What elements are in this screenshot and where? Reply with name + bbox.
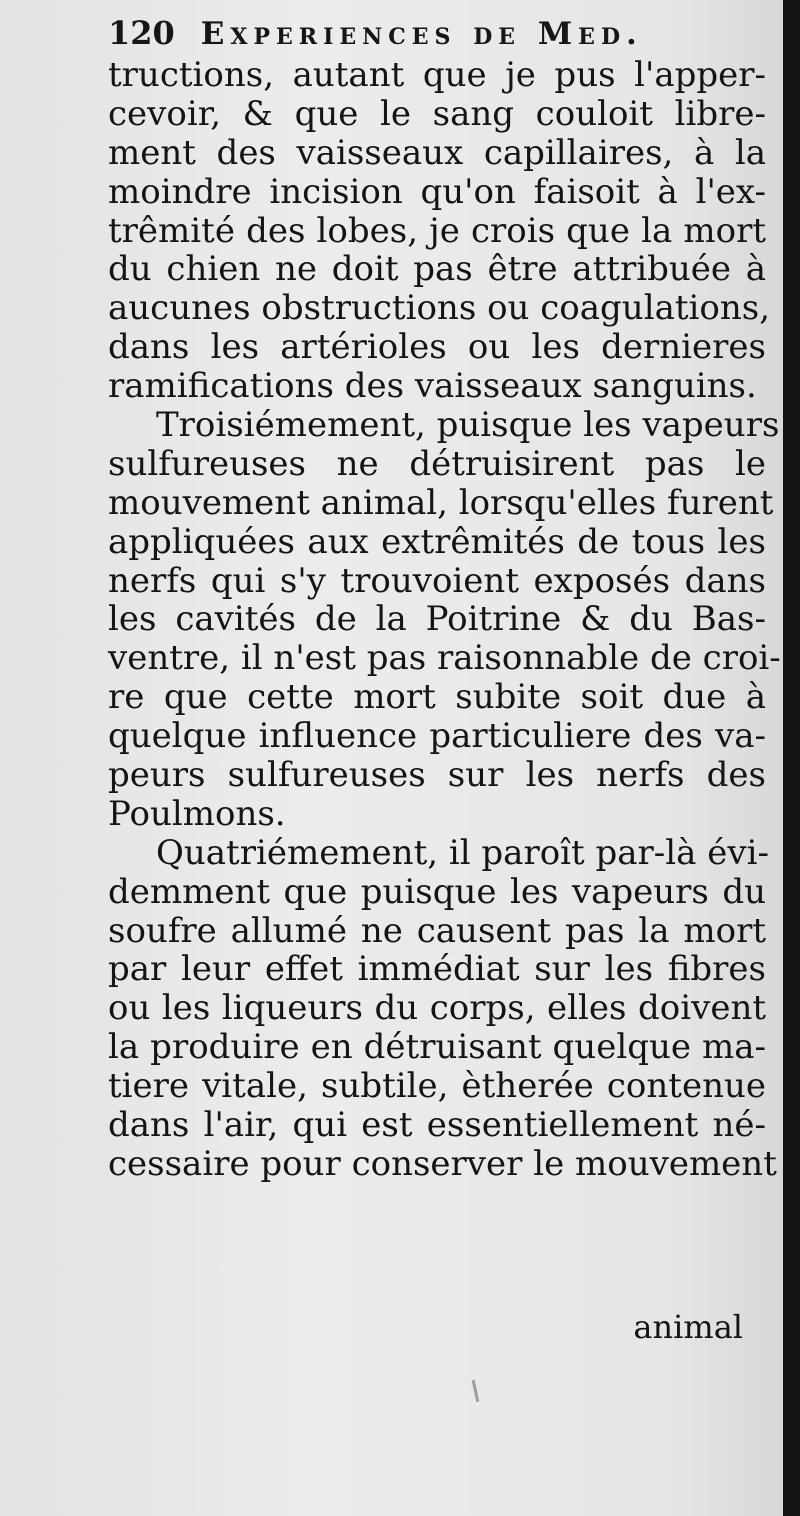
page-number: 120	[108, 14, 175, 52]
text-line: tructions, autant que je pus l'apper-	[108, 55, 766, 95]
text-line: par leur effet immédiat sur les fibres	[108, 949, 766, 990]
text-line: Troisiémement, puisque les vapeurs	[156, 405, 780, 446]
text-line: aucunes obstructions ou coagulations,	[108, 288, 771, 329]
text-line: trêmité des lobes, je crois que la mort	[108, 210, 766, 251]
running-title: Experiences de Med.	[200, 16, 643, 52]
text-line: appliquées aux extrêmités de tous les	[108, 521, 766, 562]
catchword: animal	[633, 1308, 743, 1346]
paper-mark	[472, 1380, 480, 1402]
text-line: mouvement animal, lorsqu'elles furent	[108, 482, 774, 523]
text-line: moindre incision qu'on faisoit à l'ex-	[108, 171, 766, 212]
text-line: re que cette mort subite soit due à	[108, 677, 766, 718]
text-line: soufre allumé ne causent pas la mort	[108, 910, 766, 951]
scan-edge	[783, 0, 800, 1516]
text-line: ramifications des vaisseaux sanguins.	[108, 366, 757, 407]
text-line: demment que puisque les vapeurs du	[108, 871, 766, 912]
text-line: sulfureuses ne détruisirent pas le	[108, 443, 766, 484]
text-line: Poulmons.	[108, 793, 286, 834]
text-line: du chien ne doit pas être attribuée à	[108, 249, 766, 290]
text-line: tiere vitale, subtile, ètherée contenue	[108, 1066, 766, 1107]
text-line: cessaire pour conserver le mouvement	[108, 1143, 777, 1184]
text-line: Quatriémement, il paroît par-là évi-	[156, 832, 769, 873]
body-text	[108, 55, 781, 1184]
text-line: peurs sulfureuses sur les nerfs des	[108, 755, 766, 796]
text-line: dans l'air, qui est essentiellement né-	[108, 1105, 766, 1146]
text-line: ventre, il n'est pas raisonnable de croi-	[108, 638, 781, 679]
text-line: cevoir, & que le sang couloit libre-	[108, 93, 766, 134]
text-line: quelque influence particuliere des va-	[108, 716, 766, 757]
text-line: la produire en détruisant quelque ma-	[108, 1027, 766, 1068]
text-line: dans les artérioles ou les dernieres	[108, 327, 766, 368]
text-line: ment des vaisseaux capillaires, à la	[108, 132, 766, 173]
text-line: les cavités de la Poitrine & du Bas-	[108, 599, 766, 640]
text-line: nerfs qui s'y trouvoient exposés dans	[108, 560, 766, 601]
text-line: ou les liqueurs du corps, elles doivent	[108, 988, 766, 1029]
